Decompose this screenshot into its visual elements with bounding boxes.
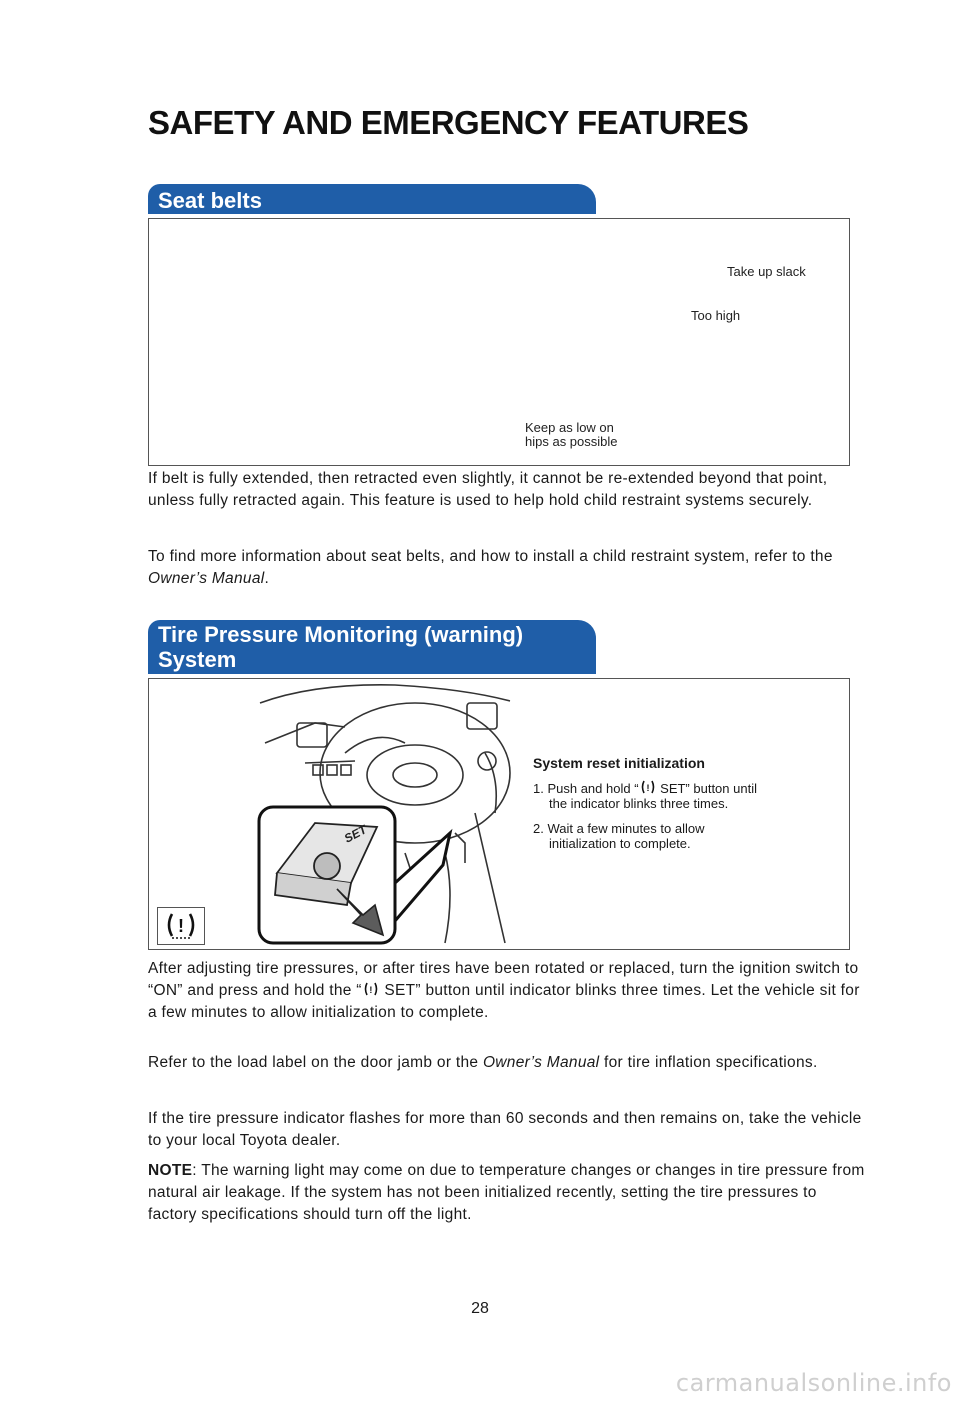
callout-too-high: Too high	[691, 308, 741, 323]
reset-step-1	[533, 779, 823, 811]
reset-step-2	[533, 821, 823, 851]
set-button-label: SET	[341, 822, 370, 846]
tpms-p1-post: SET” button until indicator blinks three times. Let the vehicle sit for a few minutes to allow initialization to complete.	[148, 982, 860, 1021]
seat-belt-paragraph-1: If belt is fully extended, then retracted even slightly, it cannot be re-extended beyond that point, unless fully retracted again. This feature is used to help hold child restraint systems securely.	[148, 470, 828, 509]
tpms-inline-icon	[362, 981, 380, 997]
seat-belt-paragraph-2	[148, 546, 868, 590]
seat-belts-heading	[148, 184, 596, 214]
callout-take-up-slack: Take up slack	[727, 264, 806, 279]
tpms-heading-line2: System	[158, 647, 237, 672]
seat-belts-heading-text: Seat belts	[158, 188, 262, 213]
reset-step-1-pre: 1. Push and hold “	[533, 781, 639, 796]
callout-keep-low-line1: Keep as low on	[525, 420, 614, 435]
tpms-heading	[148, 620, 596, 674]
page-title: SAFETY AND EMERGENCY FEATURES	[148, 104, 749, 141]
svg-text:!: !	[369, 985, 373, 995]
zoom-callout	[259, 807, 450, 943]
callout-keep-low-line2: hips as possible	[525, 434, 618, 449]
note-label: NOTE	[148, 1162, 193, 1179]
tpms-note	[148, 1160, 868, 1226]
tpms-warning-icon	[157, 907, 205, 945]
owners-manual-ref: Owner’s Manual	[148, 570, 265, 587]
owners-manual-ref-2: Owner’s Manual	[482, 1054, 600, 1071]
seat-belt-figure	[148, 218, 850, 466]
svg-text:!: !	[178, 916, 184, 936]
reset-step-1-line2: the indicator blinks three times.	[549, 796, 729, 811]
reset-step-2-line2: initialization to complete.	[549, 836, 691, 851]
tpms-paragraph-1	[148, 958, 868, 1024]
seat-belt-p2-text: To find more information about seat belts, and how to install a child restraint system, refer to the	[148, 548, 833, 565]
svg-text:!: !	[646, 783, 650, 793]
seat-belt-p2-end: .	[264, 570, 270, 587]
note-text: : The warning light may come on due to temperature changes or changes in tire pressure from natural air leakage. If the system has not been initialized recently, setting the tire pressures to factory specifications should turn off the light.	[148, 1162, 865, 1223]
page-number: 28	[471, 1300, 489, 1317]
tpms-p2-pre: Refer to the load label on the door jamb or the	[148, 1054, 483, 1071]
tpms-heading-line1: Tire Pressure Monitoring (warning)	[158, 622, 524, 647]
tpms-small-icon	[639, 779, 657, 795]
reset-step-2-line1: 2. Wait a few minutes to allow	[533, 821, 705, 836]
tpms-p2-post: for tire inflation specifications.	[599, 1054, 818, 1071]
dashboard-illustration	[255, 683, 515, 945]
callout-keep-low	[525, 421, 618, 449]
tpms-paragraph-2	[148, 1052, 868, 1074]
reset-title: System reset initialization	[533, 755, 705, 771]
tpms-p1-pre: After adjusting tire pressures, or after tires have been rotated or replaced, turn the ignition switch to “ON” and press and hold the “	[148, 960, 859, 999]
tpms-figure	[148, 678, 850, 950]
watermark: carmanualsonline.info	[675, 1369, 952, 1397]
tpms-heading-text	[158, 622, 523, 672]
reset-step-1-post: SET” button until	[656, 781, 757, 796]
tpms-paragraph-3: If the tire pressure indicator flashes for more than 60 seconds and then remains on, take the vehicle to your local Toyota dealer.	[148, 1110, 862, 1149]
